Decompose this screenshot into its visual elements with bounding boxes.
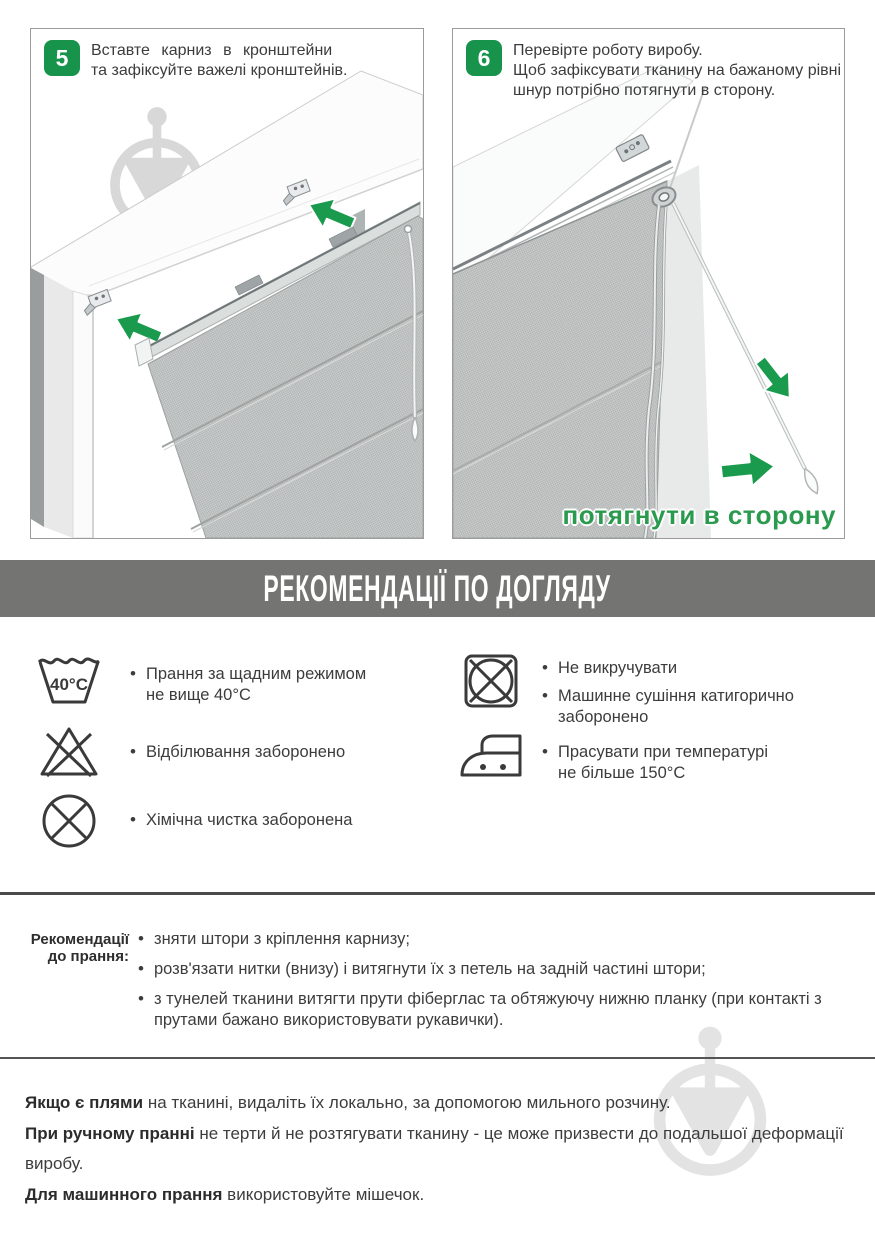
step6-line1: Перевірте роботу виробу.	[513, 42, 703, 59]
step-number-badge: 6	[466, 40, 502, 76]
step5-panel	[30, 28, 424, 539]
note-line	[25, 1119, 855, 1180]
step6-text	[513, 40, 841, 101]
care-line: • Машинне сушіння катигорично	[558, 687, 794, 705]
wash-40-icon	[36, 652, 102, 706]
washing-label-line: до прання:	[47, 948, 129, 965]
note-rest: використовуйте мішечок.	[222, 1184, 425, 1204]
care-line: • Хімічна чистка заборонена	[146, 811, 353, 829]
arrow-icon	[748, 350, 803, 408]
no-dry-clean-icon	[40, 792, 98, 850]
care-item	[128, 664, 366, 713]
care-line: не більше 150°С	[558, 764, 686, 782]
step6-illustration	[453, 29, 844, 538]
care-item	[128, 742, 345, 770]
note-line	[25, 1180, 855, 1211]
care-item	[540, 742, 768, 791]
frame-left-jamb-face	[73, 291, 93, 538]
step5-line1: Вставте карниз в кронштейни	[91, 42, 333, 59]
note-bold: При ручному пранні	[25, 1123, 195, 1143]
care-line: • Відбілювання заборонено	[146, 743, 346, 761]
washing-bullet: • розв'язати нитки (внизу) і витягнути їх з петель на задній частині штори;	[136, 959, 860, 980]
washing-bullets	[136, 929, 860, 1040]
frame-left-jamb-side	[44, 275, 73, 538]
washing-label-line: Рекомендації	[30, 931, 129, 948]
care-line: • Прання за щадним режимом	[146, 665, 367, 683]
wash-temp-label: 40°C	[50, 675, 88, 694]
washing-label	[23, 931, 129, 965]
care-line: заборонено	[558, 708, 649, 726]
step6-panel	[452, 28, 845, 539]
care-banner	[0, 560, 875, 617]
step6-line3: шнур потрібно потягнути в сторону.	[513, 82, 776, 99]
care-line: • Прасувати при температурі	[558, 743, 769, 761]
care-item	[128, 810, 352, 838]
note-rest: не терти й не розтягувати тканину - це може призвести до подальшої деформації виробу.	[25, 1123, 844, 1173]
note-rest: на тканині, видаліть їх локально, за допомогою мильного розчину.	[143, 1093, 671, 1112]
care-line: • Не викручувати	[558, 659, 678, 677]
bottom-notes	[25, 1088, 855, 1210]
cord-ring	[405, 226, 412, 233]
step-number-badge: 5	[44, 40, 80, 76]
washing-bullet: • зняти штори з кріплення карнизу;	[136, 929, 860, 950]
cord-tassel	[800, 466, 821, 495]
divider-line	[0, 892, 875, 895]
note-bold: Якщо є плями	[25, 1093, 144, 1112]
care-item	[540, 658, 794, 735]
step5-text	[91, 40, 347, 81]
step5-illustration	[31, 29, 423, 538]
divider-line	[0, 1057, 875, 1059]
arrow-icon	[719, 448, 776, 489]
pull-aside-annotation: потягнути в сторону	[562, 500, 836, 530]
step5-line2: та зафіксуйте важелі кронштейнів.	[91, 62, 348, 79]
iron-150-icon	[458, 732, 524, 780]
step6-line2: Щоб зафіксувати тканину на бажаному рівні	[513, 62, 842, 79]
washing-bullet: • з тунелей тканини витягти прути фіберглас та обтяжуючу нижню планку (при контакті з прутами бажано використовувати рукавички).	[136, 989, 860, 1031]
note-line	[25, 1088, 855, 1119]
frame-left-dark-edge	[31, 268, 44, 527]
care-line: не вище 40°С	[146, 686, 251, 704]
no-bleach-icon	[38, 724, 100, 780]
care-banner-title: РЕКОМЕНДАЦІЇ ПО ДОГЛЯДУ	[263, 567, 612, 609]
no-tumble-dry-icon	[462, 652, 520, 710]
note-bold: Для машинного прання	[25, 1184, 223, 1204]
